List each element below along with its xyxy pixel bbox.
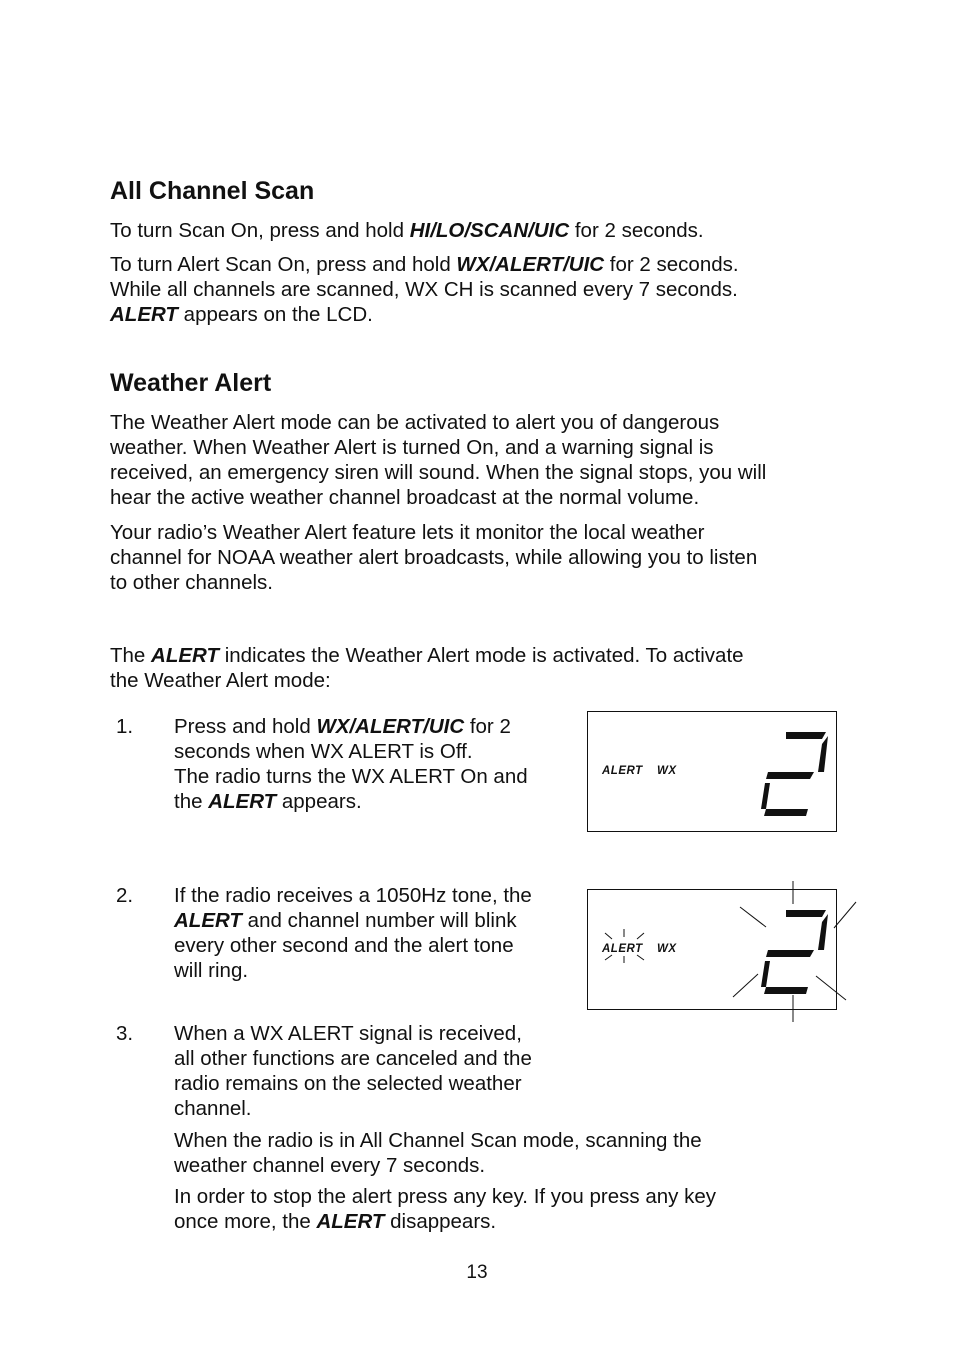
key-name: ALERT [316, 1210, 385, 1233]
text-run: the [174, 790, 209, 813]
text-run: To turn Scan On, press and hold [110, 219, 410, 242]
step-number-2: 2. [116, 884, 134, 907]
key-name: ALERT [174, 909, 242, 932]
text-run: In order to stop the alert press any key. If you press any key [174, 1185, 716, 1208]
text-run: to other channels. [110, 571, 273, 594]
text-run: channel for NOAA weather alert broadcasts, while allowing you to listen [110, 546, 758, 569]
text-run: for 2 seconds. [604, 253, 739, 276]
text-run: channel. [174, 1097, 252, 1120]
text-run: When a WX ALERT signal is received, [174, 1022, 522, 1045]
section-title-weather-alert: Weather Alert [110, 369, 272, 397]
text-run: The [110, 644, 152, 667]
text-run: seconds when WX ALERT is Off. [174, 740, 473, 763]
text-run: weather. When Weather Alert is turned On, and a warning signal is [110, 436, 714, 459]
lcd-alert-indicator: ALERT [602, 943, 643, 955]
key-name: HI/LO/SCAN/UIC [409, 219, 570, 242]
text-run: and channel number will blink [241, 909, 517, 932]
key-name: WX/ALERT/UIC [456, 253, 605, 276]
key-name: ALERT [208, 790, 277, 813]
key-name: ALERT [151, 644, 219, 667]
text-run: hear the active weather channel broadcast at the normal volume. [110, 486, 700, 509]
text-run: received, an emergency siren will sound. When the signal stops, you will [110, 461, 767, 484]
text-run: appears. [276, 790, 362, 813]
lcd-alert-indicator: ALERT [602, 765, 643, 777]
step-3-note-1 [174, 1128, 702, 1178]
text-run: all other functions are canceled and the [174, 1047, 532, 1070]
text-run: disappears. [384, 1210, 497, 1233]
text-run: will ring. [174, 959, 249, 982]
lcd-wx-indicator: WX [657, 765, 677, 777]
step-3-note-2 [174, 1184, 716, 1234]
text-run: While all channels are scanned, WX CH is scanned every 7 seconds. [110, 278, 738, 301]
text-run: weather channel every 7 seconds. [174, 1154, 486, 1177]
text-run: Press and hold [174, 715, 317, 738]
step-number-3: 3. [116, 1022, 134, 1045]
key-name: WX/ALERT/UIC [316, 715, 465, 738]
text-run: appears on the LCD. [177, 303, 373, 326]
text-run: every other second and the alert tone [174, 934, 514, 957]
text-run: Your radio’s Weather Alert feature lets it monitor the local weather [110, 521, 705, 544]
text-run: If the radio receives a 1050Hz tone, the [174, 884, 532, 907]
page-number: 13 [466, 1262, 488, 1283]
text-run: the Weather Alert mode: [110, 669, 331, 692]
text-run: When the radio is in All Channel Scan mode, scanning the [174, 1129, 702, 1152]
text-run: The Weather Alert mode can be activated to alert you of dangerous [110, 411, 720, 434]
step-3-text [174, 1021, 532, 1121]
text-run: once more, the [174, 1210, 317, 1233]
text-run: The radio turns the WX ALERT On and [174, 765, 528, 788]
text-run: radio remains on the selected weather [174, 1072, 522, 1095]
text-run: indicates the Weather Alert mode is activated. To activate [219, 644, 744, 667]
lcd-wx-indicator: WX [657, 943, 677, 955]
text-run: for 2 [464, 715, 511, 738]
text-run: for 2 seconds. [569, 219, 704, 242]
section-title-all-channel-scan: All Channel Scan [110, 177, 315, 205]
text-run: To turn Alert Scan On, press and hold [110, 253, 457, 276]
key-name: ALERT [110, 303, 178, 326]
step-number-1: 1. [116, 715, 134, 738]
